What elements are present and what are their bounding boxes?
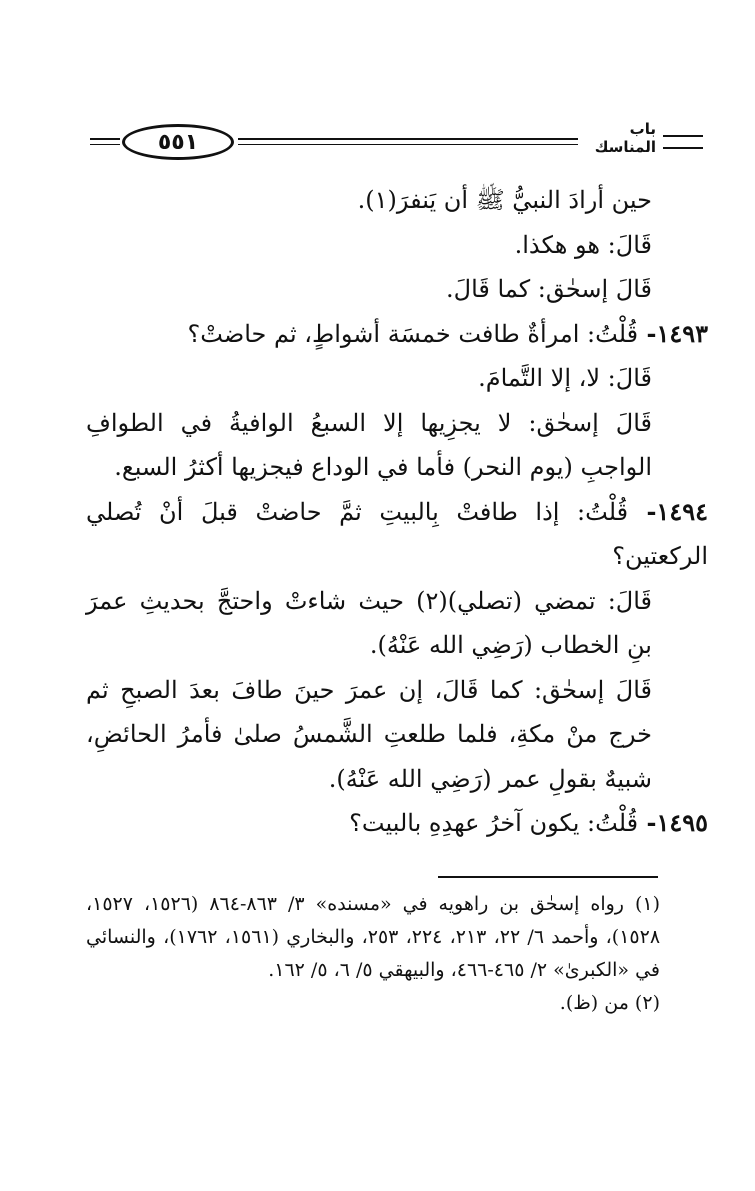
header-ornament: [663, 135, 703, 149]
question-paragraph: ١٤٩٤- قُلْتُ: إذا طافتْ بِالبيتِ ثمَّ حاضتْ قبلَ أنْ تُصلي الركعتين؟: [86, 496, 708, 570]
paragraph: قَالَ إسحٰق: لا يجزِيها إلا السبعُ الوافيةُ في الطوافِ الواجبِ (يوم النحر) فأما في الوداع فيجزيها أكثرُ السبع.: [86, 408, 652, 481]
paragraph: قَالَ: تمضي (تصلي)(٢) حيث شاءتْ واحتجَّ بحديثِ عمرَ بنِ الخطاب (رَضِي الله عَنْهُ).: [86, 586, 653, 659]
paragraph: قَالَ: هو هكذا.: [514, 230, 652, 259]
question-paragraph: ١٤٩٥- قُلْتُ: يكون آخرُ عهدِهِ بالبيت؟: [349, 808, 708, 837]
question-number: ١٤٩٥-: [638, 808, 708, 837]
paragraph: قَالَ إسحٰق: كما قَالَ.: [446, 275, 652, 303]
header-rule: [238, 144, 578, 145]
question-number: ١٤٩٣-: [638, 318, 708, 348]
footnote: (٢) من (ظ).: [559, 992, 660, 1014]
question-paragraph: ١٤٩٣- قُلْتُ: امرأةٌ طافت خمسَة أشواطٍ، ثم حاضتْ؟: [187, 318, 708, 348]
footnote-separator: [438, 876, 658, 878]
question-number: ١٤٩٤-: [628, 496, 708, 526]
header-rule: [238, 138, 578, 140]
chapter-title: باب المناسك: [586, 120, 656, 156]
header-rule: [90, 138, 120, 140]
body-text: [86, 178, 708, 846]
page-header: [88, 118, 668, 160]
page-number: ٥٥١: [122, 124, 234, 160]
header-rule: [90, 144, 120, 145]
paragraph: قَالَ: لا، إلا التَّمامَ.: [478, 364, 652, 392]
footnotes: [86, 888, 660, 1020]
paragraph: حين أرادَ النبيُّ ﷺ أن يَنفرَ(١).: [357, 186, 652, 214]
paragraph: قَالَ إسحٰق: كما قَالَ، إن عمرَ حينَ طافَ بعدَ الصبحِ ثم خرج منْ مكةِ، فلما طلعتِ الشَّمسُ صلىٰ فأمرُ الحائضِ، شبيهٌ بقولِ عمر (رَضِي الله عَنْهُ).: [86, 675, 652, 793]
footnote: (١) رواه إسحٰق بن راهويه في «مسنده» ٣/ ٨٦٣-٨٦٤ (١٥٢٦، ١٥٢٧، ١٥٢٨)، وأحمد ٦/ ٢٢، ٢١٣، ٢٢٤، ٢٥٣، والبخاري (١٥٦١، ١٧٦٢)، والنسائي في «الكبرىٰ» ٢/ ٤٦٥-٤٦٦، والبيهقي ٥/ ٦، ٥/ ١٦٢.: [86, 893, 661, 981]
